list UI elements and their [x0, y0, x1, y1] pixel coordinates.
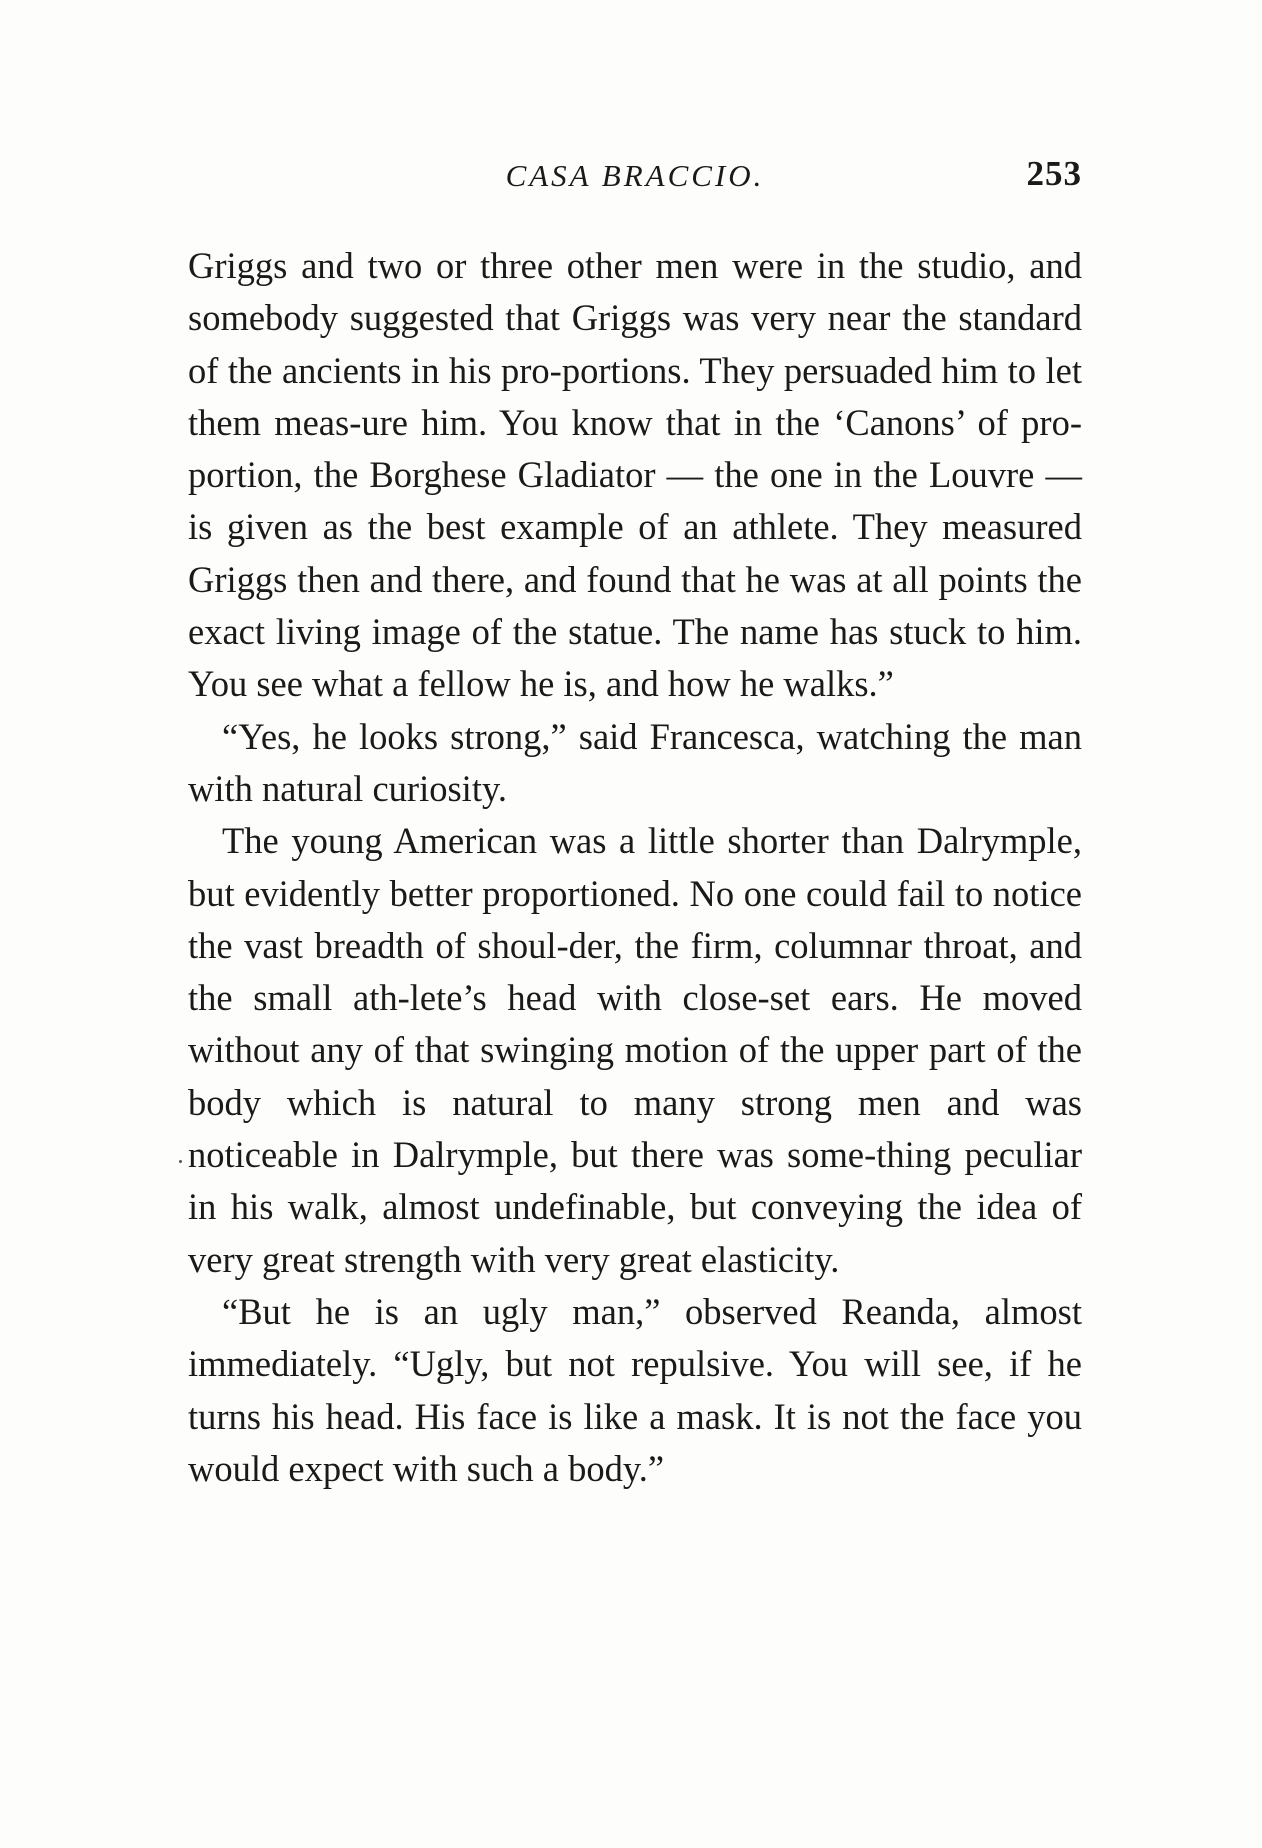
page-number: 253: [1026, 154, 1082, 193]
body-text: [188, 240, 1082, 1495]
paragraph-reanda: “But he is an ugly man,” observed Reanda, almost immediately. “Ugly, but not repulsive. You will see, if he turns his head. His face is like a mask. It is not the face you would expect with such a body.”: [188, 1290, 1082, 1489]
running-header: [188, 150, 1082, 200]
print-speck: [179, 1160, 182, 1163]
paragraph-francesca: “Yes, he looks strong,” said Francesca, watching the man with natural curiosity.: [188, 715, 1082, 809]
running-title: CASA BRACCIO.: [505, 158, 765, 193]
paragraph-young-american: The young American was a little shorter than Dalrymple, but evidently better proportioned. No one could fail to notice the vast breadth of shoul-der, the firm, columnar throat, and the small ath-lete’s head with close-set ears. He moved without any of that swinging motion of the upper part of the body which is natural to many strong men and was noticeable in Dalrymple, but there was some-thing peculiar in his walk, almost undefinable, but conveying the idea of very great strength with very great elasticity.: [188, 820, 1082, 1280]
paragraph-continued: Griggs and two or three other men were in the studio, and somebody suggested that Griggs was very near the standard of the ancients in his pro-portions. They persuaded him to let them meas-ure him. You know that in the ‘Canons’ of pro-portion, the Borghese Gladiator — the one in the Louvre — is given as the best example of an athlete. They measured Griggs then and there, and found that he was at all points the exact living image of the statue. The name has stuck to him. You see what a fellow he is, and how he walks.”: [188, 245, 1082, 705]
